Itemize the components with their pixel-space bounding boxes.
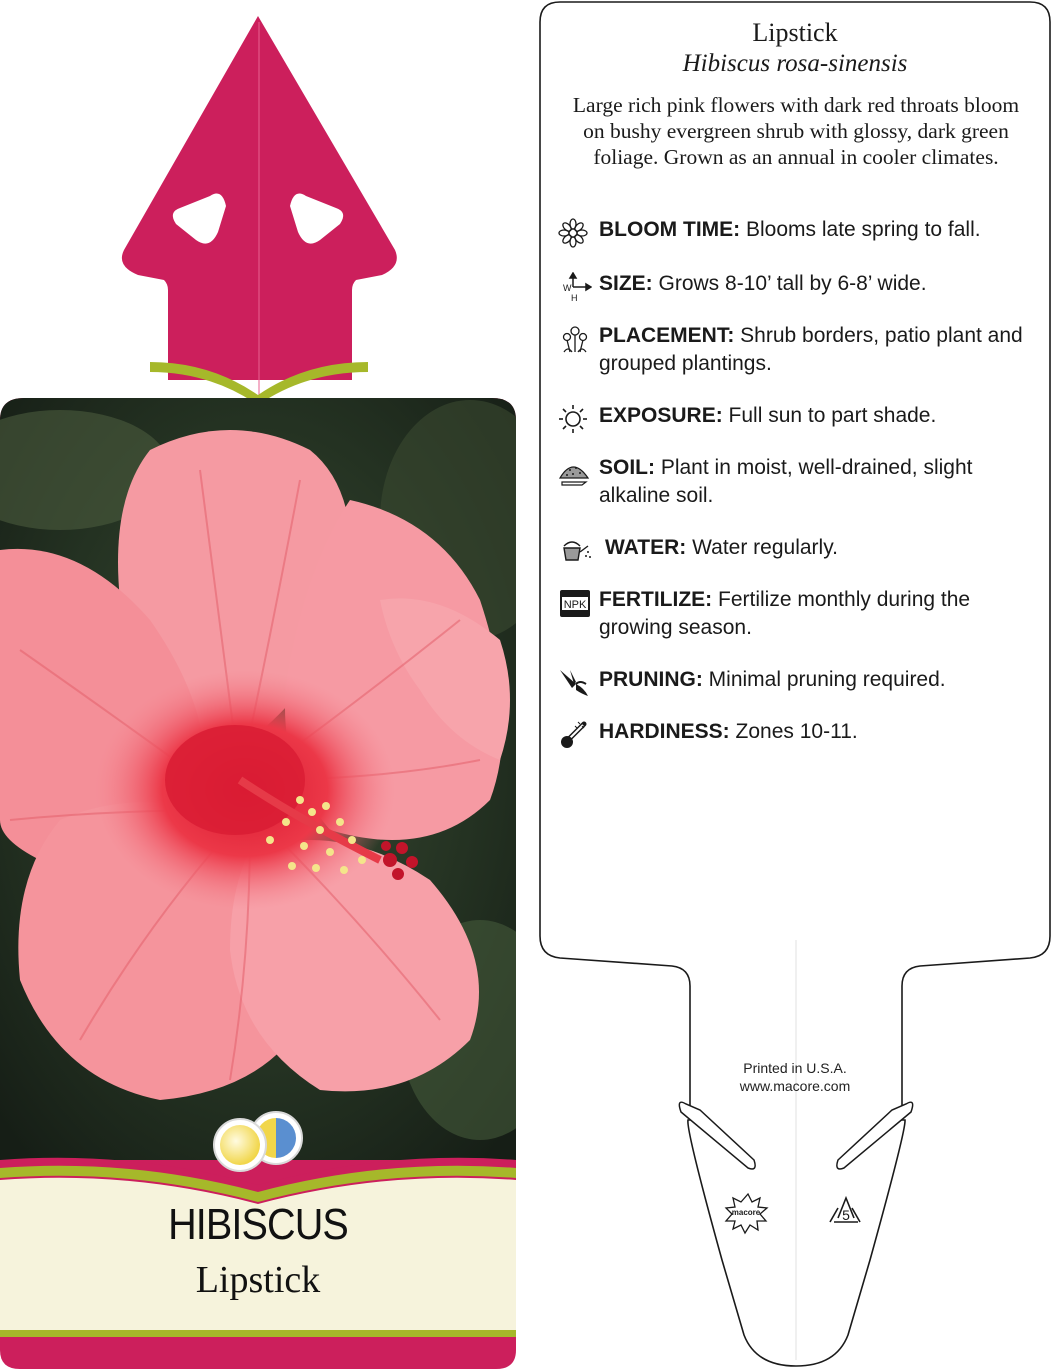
size-icon-w: W: [563, 283, 572, 293]
tag-hanger: [122, 16, 397, 405]
printed-in-text: Printed in U.S.A.: [743, 1060, 847, 1076]
pruners-icon: [558, 668, 592, 698]
attr-water-value: Water regularly.: [686, 536, 838, 559]
plant-genus: HIBISCUS: [168, 1200, 348, 1249]
soil-icon: [558, 456, 592, 486]
size-icon-h: H: [571, 293, 578, 302]
attr-pruning-label: PRUNING:: [599, 668, 703, 691]
attr-size-value: Grows 8-10’ tall by 6-8’ wide.: [652, 272, 927, 295]
plant-common-name: Lipstick: [752, 18, 838, 47]
attr-exposure-label: EXPOSURE:: [599, 404, 723, 427]
attr-placement-label: PLACEMENT:: [599, 324, 735, 347]
flower-icon: [558, 218, 592, 248]
website-link[interactable]: www.macore.com: [739, 1078, 851, 1094]
attr-hardiness-value: Zones 10-11.: [729, 720, 858, 743]
thermometer-icon: [558, 720, 592, 750]
fertilizer-bag-icon: [558, 588, 592, 618]
npk-label: NPK: [563, 599, 587, 611]
attr-bloom-time-label: BLOOM TIME:: [599, 218, 741, 241]
plant-latin-name: Hibiscus rosa-sinensis: [682, 50, 908, 77]
plant-description: Large rich pink flowers with dark red throats bloom on bushy evergreen shrub with glossy, dark green foliage. Grown as an annual in cooler climates.: [572, 93, 1020, 169]
hibiscus-photo: [0, 398, 530, 1168]
sun-icon: [558, 404, 592, 434]
attr-bloom-time-value: Blooms late spring to fall.: [740, 218, 981, 241]
plant-cultivar: Lipstick: [195, 1259, 321, 1301]
attr-soil-value: Plant in moist, well-drained, slight alkaline soil.: [599, 456, 973, 507]
attr-water-label: WATER:: [605, 536, 687, 559]
attr-soil-label: SOIL:: [599, 456, 655, 479]
attr-hardiness-label: HARDINESS:: [599, 720, 730, 743]
attr-fertilize-label: FERTILIZE:: [599, 588, 713, 611]
macore-logo-text: macore: [731, 1208, 761, 1217]
watering-can-icon: [558, 536, 592, 566]
attr-placement-value: Shrub borders, patio plant and grouped plantings.: [599, 324, 1023, 375]
attr-fertilize-value: Fertilize monthly during the growing season.: [599, 588, 971, 639]
plants-icon: [558, 324, 592, 354]
attr-exposure-value: Full sun to part shade.: [722, 404, 937, 427]
size-arrows-icon: [558, 272, 592, 302]
attr-pruning-value: Minimal pruning required.: [702, 668, 946, 691]
recycle-code: 5: [842, 1207, 850, 1223]
attr-size-label: SIZE:: [599, 272, 653, 295]
